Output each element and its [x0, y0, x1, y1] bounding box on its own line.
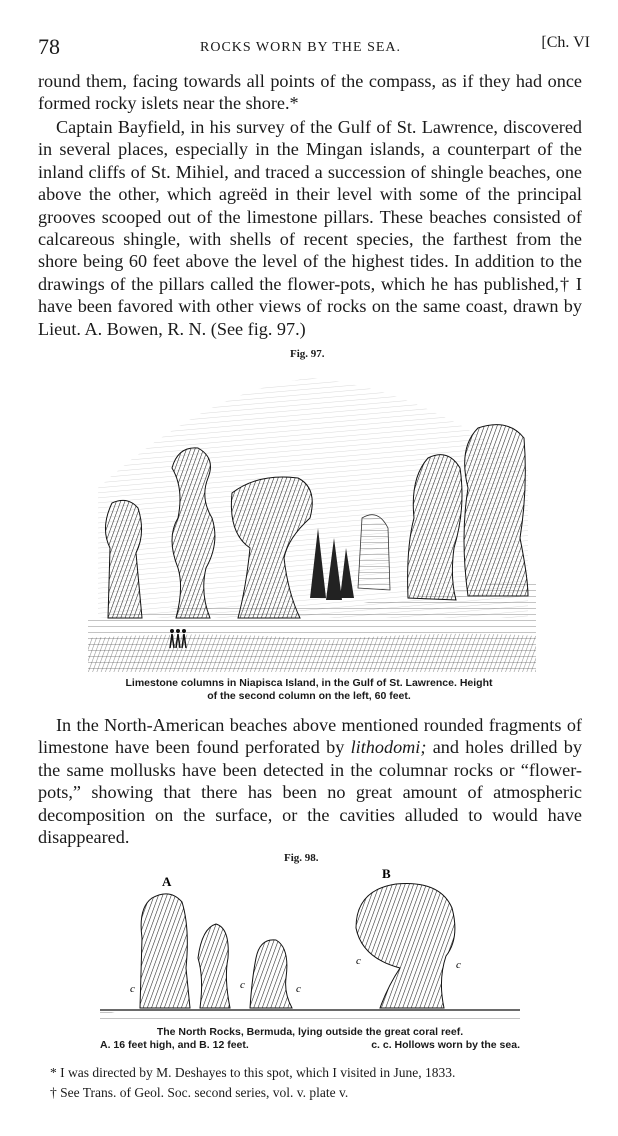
figure-98-hollow-mark: c — [130, 983, 135, 995]
figure-98-label: Fig. 98. — [284, 852, 319, 864]
footnote-dagger: † See Trans. of Geol. Soc. second series, vol. v. plate v. — [50, 1085, 349, 1100]
figure-97-caption — [62, 677, 556, 703]
figure-98-illustration — [100, 868, 520, 1028]
chapter-marker: [Ch. VI — [541, 34, 590, 51]
paragraph-3-end: and holes drilled by the same mollusks have been detected in the columnar rocks or “flower-pots,” showing that there has been no great amount of atmospheric decomposition on the surface, or the cavities alluded to would have disappeared. — [38, 737, 582, 848]
footnote-star: * I was directed by M. Deshayes to this spot, which I visited in June, 1833. — [50, 1065, 456, 1080]
figure-97-caption-line2: of the second column on the left, 60 feet. — [207, 690, 411, 702]
figure-98-caption-line2: A. 16 feet high, and B. 12 feet. — [100, 1039, 249, 1051]
page-header — [30, 32, 590, 62]
figure-97-caption-line1: Limestone columns in Niapisca Island, in the Gulf of St. Lawrence. Height — [125, 677, 493, 689]
figure-97-illustration — [88, 368, 536, 672]
figure-97-label: Fig. 97. — [290, 348, 325, 360]
running-title: ROCKS WORN BY THE SEA. — [200, 40, 402, 55]
figure-98-letter-a: A — [162, 874, 172, 889]
figure-98-hollow-mark: c — [456, 959, 461, 971]
figure-98-hollow-mark: c — [240, 979, 245, 991]
paragraph-3 — [38, 714, 582, 848]
figure-98-caption-line2-row — [100, 1039, 520, 1052]
paragraph-3-italic: lithodomi; — [350, 737, 427, 758]
figure-98-caption-line2-right: c. c. Hollows worn by the sea. — [371, 1039, 520, 1051]
figure-98-letter-b: B — [382, 868, 391, 881]
paragraph-3-start: In the North-American beaches above mentioned rounded fragments of limestone have been found perforated by — [38, 715, 582, 758]
figure-98-caption — [100, 1026, 520, 1052]
figure-98-caption-line1: The North Rocks, Bermuda, lying outside the great coral reef. — [156, 1026, 464, 1038]
page-number: 78 — [38, 34, 60, 59]
paragraph-1: round them, facing towards all points of the compass, as if they had once formed rocky islets near the shore.* — [38, 71, 582, 114]
figure-98-hollow-mark: c — [296, 983, 301, 995]
paragraph-2: Captain Bayfield, in his survey of the Gulf of St. Lawrence, discovered in several places, especially in the Mingan islands, a counterpart of the inland cliffs of St. Mihiel, and traced a succession of shingle beaches, one above the other, which agreëd in their level with some of the principal grooves scooped out of the limestone pillars. These beaches consisted of calcareous shingle, with shells of recent species, the farthest from the shore being 60 feet above the level of the highest tides. In addition to the drawings of the pillars called the flower-pots, which he has published,† I have been favored with other views of rocks on the same coast, drawn by Lieut. A. Bowen, R. N. (See fig. 97.) — [38, 117, 582, 339]
figure-98-hollow-mark: c — [356, 955, 361, 967]
